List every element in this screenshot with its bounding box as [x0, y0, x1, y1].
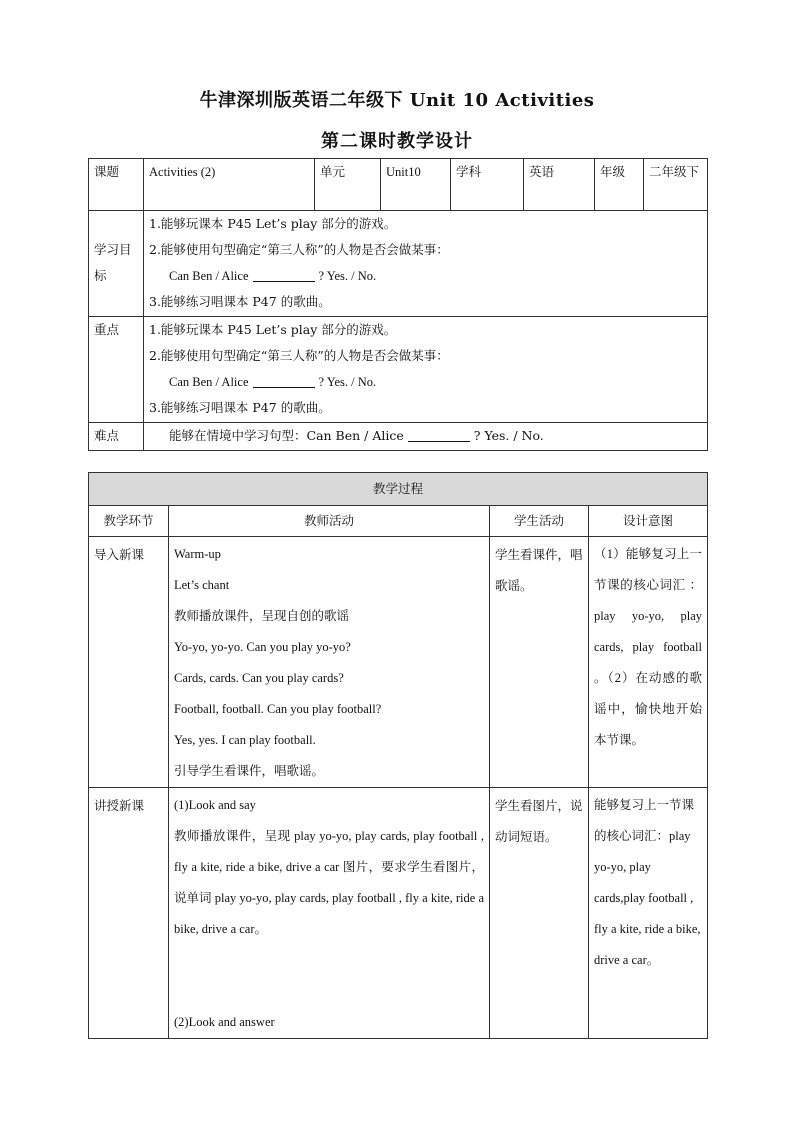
document-subtitle: 第二课时教学设计 — [321, 131, 473, 152]
objective-1: 1.能够玩课本 P45 Let’s play 部分的游戏。 — [149, 216, 397, 231]
difficulty-content — [144, 423, 708, 451]
col-stage: 教学环节 — [89, 506, 169, 537]
teacher-line: 教师播放课件，呈现自创的歌谣 — [174, 609, 350, 623]
topic-label: 课题 — [89, 159, 144, 211]
objective-3 — [149, 263, 702, 289]
objectives-content — [144, 211, 708, 317]
teacher-activity-intro — [169, 537, 490, 788]
objective-2: 2.能够使用句型确定“第三人称”的人物是否会做某事： — [149, 242, 449, 257]
subject-label: 学科 — [451, 159, 524, 211]
stage-intro: 导入新课 — [89, 537, 169, 788]
answer-blank — [408, 427, 470, 442]
objective-3-suffix: ? Yes. / No. — [318, 269, 377, 283]
unit-label: 单元 — [315, 159, 381, 211]
teacher-line: Football, football. Can you play football? — [174, 702, 382, 716]
subject-value: 英语 — [524, 159, 595, 211]
difficulty-suffix: ? Yes. / No. — [473, 428, 544, 443]
teacher-body: 教师播放课件，呈现 play yo-yo, play cards, play football , fly a kite, ride a bike, drive a car 图片，要求学生看图片，说单词 play yo-yo, play cards, play football , fly a kite, ride a bike, drive a car。 — [174, 829, 484, 936]
col-student: 学生活动 — [490, 506, 589, 537]
keypoint-3-prefix: Can Ben / Alice — [169, 375, 249, 389]
keypoint-2: 2.能够使用句型确定“第三人称”的人物是否会做某事： — [149, 348, 449, 363]
difficulty-label: 难点 — [89, 423, 144, 451]
objective-3-prefix: Can Ben / Alice — [169, 269, 249, 283]
design-intent-teaching: 能够复习上一节课的核心词汇：play yo-yo, play cards,play football , fly a kite, ride a bike, drive a car。 — [589, 788, 708, 1039]
document-title: 牛津深圳版英语二年级下 Unit 10 Activities — [199, 90, 595, 111]
grade-label: 年级 — [595, 159, 644, 211]
teacher-line: Yo-yo, yo-yo. Can you play yo-yo? — [174, 640, 351, 654]
unit-value: Unit10 — [381, 159, 451, 211]
process-table — [88, 472, 708, 1039]
teacher-line: 引导学生看课件，唱歌谣。 — [174, 764, 325, 778]
keypoint-1: 1.能够玩课本 P45 Let’s play 部分的游戏。 — [149, 322, 397, 337]
teacher-line: Warm-up — [174, 547, 221, 561]
info-table — [88, 158, 708, 451]
topic-value: Activities (2) — [144, 159, 315, 211]
keypoint-4: 3.能够练习唱课本 P47 的歌曲。 — [149, 400, 331, 415]
teacher-intro-line: (1)Look and say — [174, 798, 256, 812]
stage-teaching: 讲授新课 — [89, 788, 169, 1039]
keypoint-3-suffix: ? Yes. / No. — [318, 375, 377, 389]
design-intent-intro: （1）能够复习上一节课的核心词汇 ： play yo-yo, play cards, play football 。（2）在动感的歌谣中，愉快地开始本节课。 — [589, 537, 708, 788]
student-activity-teaching: 学生看图片，说动词短语。 — [490, 788, 589, 1039]
teacher-line: Cards, cards. Can you play cards? — [174, 671, 344, 685]
answer-blank — [253, 267, 315, 282]
col-teacher: 教师活动 — [169, 506, 490, 537]
student-activity-intro: 学生看课件，唱歌谣。 — [490, 537, 589, 788]
process-header: 教学过程 — [89, 473, 708, 506]
teacher-activity-teaching — [169, 788, 490, 1039]
teacher-outro-line: (2)Look and answer — [174, 1015, 275, 1029]
grade-value: 二年级下 — [644, 159, 708, 211]
answer-blank — [253, 373, 315, 388]
keypoint-3 — [149, 369, 702, 395]
difficulty-prefix: 能够在情境中学习句型：Can Ben / Alice — [169, 428, 404, 443]
objective-4: 3.能够练习唱课本 P47 的歌曲。 — [149, 294, 331, 309]
teacher-line: Yes, yes. I can play football. — [174, 733, 316, 747]
col-design: 设计意图 — [589, 506, 708, 537]
keypoints-content — [144, 317, 708, 423]
keypoints-label: 重点 — [89, 317, 144, 423]
teacher-line: Let’s chant — [174, 578, 230, 592]
difficulty-text — [149, 423, 702, 449]
objectives-label: 学习目标 — [89, 211, 144, 317]
